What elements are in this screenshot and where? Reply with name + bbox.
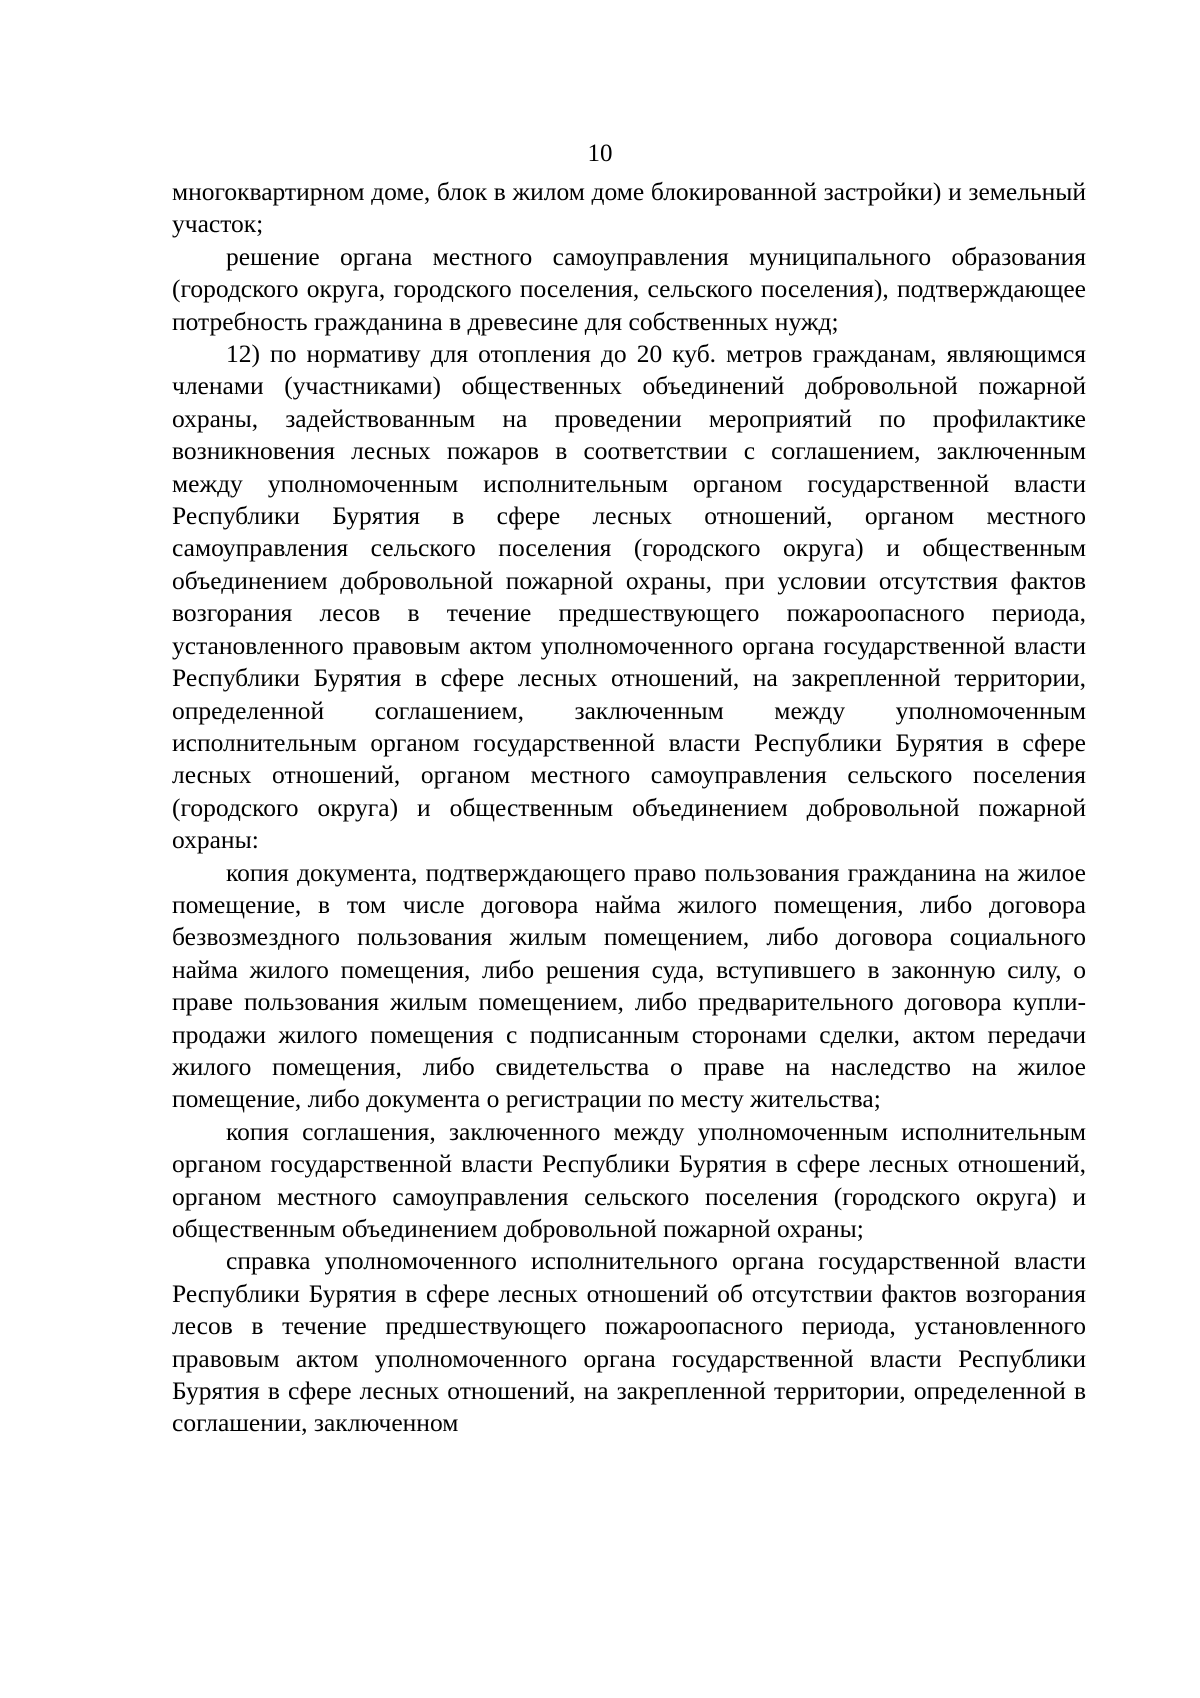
paragraph-local-decision: решение органа местного самоуправления муниципального образования (городского округа, городского поселения, сельского поселения), подтверждающее потребность гражданина в древесине для собственных нужд; [172,241,1086,336]
paragraph-item-12: 12) по нормативу для отопления до 20 куб. метров гражданам, являющимся членами (участниками) общественных объединений добровольной пожарной охраны, задействованным на проведении мероприятий по профилактике возникновения лесных пожаров в соответствии с соглашением, заключенным между уполномоченным исполнительным органом государственной власти Республики Бурятия в сфере лесных отношений, органом местного самоуправления сельского поселения (городского округа) и общественным объединением добровольной пожарной охраны, при условии отсутствия фактов возгорания лесов в течение предшествующего пожароопасного периода, установленного правовым актом уполномоченного органа государственной власти Республики Бурятия в сфере лесных отношений, на закрепленной территории, определенной соглашением, заключенным между уполномоченным исполнительным органом государственной власти Республики Бурятия в сфере лесных отношений, органом местного самоуправления сельского поселения (городского округа) и общественным объединением добровольной пожарной охраны: [172,339,1086,855]
paragraph-certificate: справка уполномоченного исполнительного органа государственной власти Республики Бурятия в сфере лесных отношений об отсутствии фактов возгорания лесов в течение предшествующего пожароопасного периода, установленного правовым актом уполномоченного органа государственной власти Республики Бурятия в сфере лесных отношений, на закрепленной территории, определенной в соглашении, заключенном [172,1246,1086,1438]
paragraph-continuation: многоквартирном доме, блок в жилом доме блокированной застройки) и земельный участок; [172,177,1086,239]
document-body [172,176,1086,1440]
paragraph-housing-document-copy: копия документа, подтверждающего право пользования гражданина на жилое помещение, в том числе договора найма жилого помещения, либо договора безвозмездного пользования жилым помещением, либо договора социального найма жилого помещения, либо решения суда, вступившего в законную силу, о праве пользования жилым помещением, либо предварительного договора купли-продажи жилого помещения с подписанным сторонами сделки, актом передачи жилого помещения, либо свидетельства о праве на наследство на жилое помещение, либо документа о регистрации по месту жительства; [172,857,1086,1114]
page-number: 10 [587,140,613,167]
paragraph-agreement-copy: копия соглашения, заключенного между уполномоченным исполнительным органом государственной власти Республики Бурятия в сфере лесных отношений, органом местного самоуправления сельского поселения (городского округа) и общественным объединением добровольной пожарной охраны; [172,1116,1086,1243]
